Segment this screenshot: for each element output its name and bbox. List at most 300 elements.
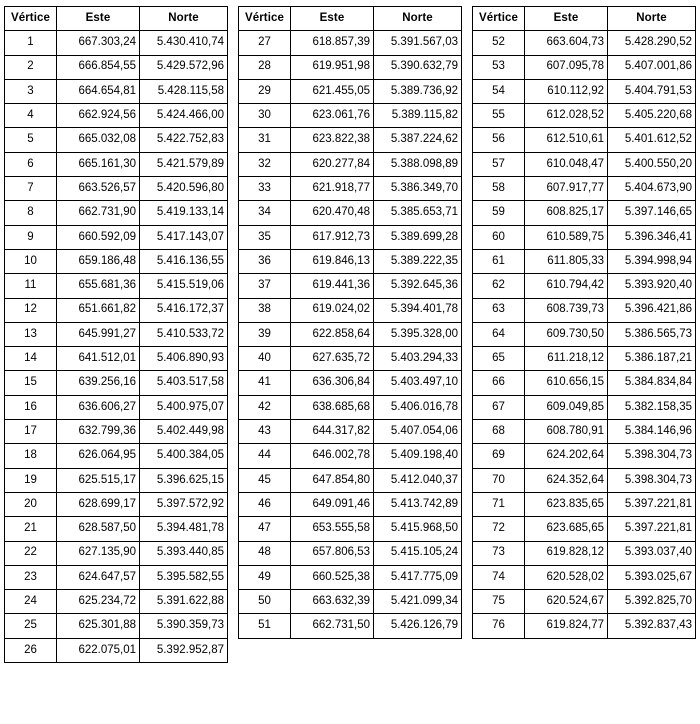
cell-este: 620.470,48 — [291, 201, 374, 225]
cell-norte: 5.403.497,10 — [374, 371, 462, 395]
cell-este: 663.604,73 — [525, 31, 608, 55]
cell-norte: 5.388.098,89 — [374, 152, 462, 176]
cell-vert: 40 — [239, 347, 291, 371]
table-row — [473, 152, 696, 176]
cell-este: 611.805,33 — [525, 249, 608, 273]
cell-este: 625.515,17 — [57, 468, 140, 492]
table-row — [5, 590, 228, 614]
table-row — [5, 444, 228, 468]
table-row — [239, 249, 462, 273]
cell-norte: 5.397.146,65 — [608, 201, 696, 225]
cell-este: 665.032,08 — [57, 128, 140, 152]
cell-vert: 9 — [5, 225, 57, 249]
cell-norte: 5.415.105,24 — [374, 541, 462, 565]
coordinate-table-3 — [472, 6, 696, 639]
cell-este: 636.606,27 — [57, 395, 140, 419]
cell-norte: 5.393.025,67 — [608, 565, 696, 589]
cell-vert: 48 — [239, 541, 291, 565]
cell-vert: 64 — [473, 322, 525, 346]
table-row — [473, 79, 696, 103]
table-row — [473, 420, 696, 444]
cell-vert: 37 — [239, 274, 291, 298]
cell-este: 644.317,82 — [291, 420, 374, 444]
cell-norte: 5.398.304,73 — [608, 468, 696, 492]
table-row — [5, 638, 228, 662]
column-header-norte: Norte — [374, 7, 462, 31]
table-row — [239, 565, 462, 589]
cell-vert: 55 — [473, 104, 525, 128]
cell-vert: 35 — [239, 225, 291, 249]
table-row — [5, 249, 228, 273]
cell-vert: 45 — [239, 468, 291, 492]
cell-vert: 47 — [239, 517, 291, 541]
cell-norte: 5.397.221,81 — [608, 492, 696, 516]
cell-este: 620.277,84 — [291, 152, 374, 176]
cell-vert: 39 — [239, 322, 291, 346]
cell-vert: 17 — [5, 420, 57, 444]
cell-este: 636.306,84 — [291, 371, 374, 395]
table-row — [5, 347, 228, 371]
cell-este: 627.635,72 — [291, 347, 374, 371]
cell-vert: 34 — [239, 201, 291, 225]
cell-vert: 7 — [5, 177, 57, 201]
cell-vert: 56 — [473, 128, 525, 152]
cell-vert: 26 — [5, 638, 57, 662]
cell-norte: 5.405.220,68 — [608, 104, 696, 128]
cell-este: 665.161,30 — [57, 152, 140, 176]
table-row — [473, 468, 696, 492]
cell-norte: 5.391.622,88 — [140, 590, 228, 614]
cell-norte: 5.393.440,85 — [140, 541, 228, 565]
cell-este: 641.512,01 — [57, 347, 140, 371]
cell-vert: 65 — [473, 347, 525, 371]
cell-vert: 60 — [473, 225, 525, 249]
cell-vert: 30 — [239, 104, 291, 128]
cell-este: 612.028,52 — [525, 104, 608, 128]
table-row — [473, 541, 696, 565]
cell-este: 657.806,53 — [291, 541, 374, 565]
table-row — [473, 322, 696, 346]
cell-vert: 8 — [5, 201, 57, 225]
cell-vert: 11 — [5, 274, 57, 298]
cell-este: 608.825,17 — [525, 201, 608, 225]
cell-este: 620.524,67 — [525, 590, 608, 614]
table-row — [239, 177, 462, 201]
cell-este: 609.730,50 — [525, 322, 608, 346]
table-body-3 — [473, 31, 696, 638]
column-header-norte: Norte — [608, 7, 696, 31]
cell-este: 663.632,39 — [291, 590, 374, 614]
cell-vert: 71 — [473, 492, 525, 516]
cell-este: 639.256,16 — [57, 371, 140, 395]
cell-vert: 12 — [5, 298, 57, 322]
cell-vert: 50 — [239, 590, 291, 614]
table-row — [473, 614, 696, 638]
coordinate-tables-container — [4, 6, 696, 663]
cell-norte: 5.392.825,70 — [608, 590, 696, 614]
cell-norte: 5.420.596,80 — [140, 177, 228, 201]
column-header-vertice: Vértice — [473, 7, 525, 31]
cell-norte: 5.393.037,40 — [608, 541, 696, 565]
cell-vert: 2 — [5, 55, 57, 79]
table-row — [473, 492, 696, 516]
table-row — [473, 347, 696, 371]
cell-norte: 5.417.143,07 — [140, 225, 228, 249]
cell-vert: 42 — [239, 395, 291, 419]
cell-norte: 5.403.517,58 — [140, 371, 228, 395]
column-header-este: Este — [291, 7, 374, 31]
table-row — [5, 371, 228, 395]
table-header-row — [473, 7, 696, 31]
cell-este: 609.049,85 — [525, 395, 608, 419]
cell-vert: 61 — [473, 249, 525, 273]
table-row — [473, 444, 696, 468]
cell-vert: 38 — [239, 298, 291, 322]
table-row — [473, 249, 696, 273]
table-row — [5, 128, 228, 152]
cell-vert: 66 — [473, 371, 525, 395]
cell-vert: 62 — [473, 274, 525, 298]
table-row — [5, 31, 228, 55]
cell-vert: 72 — [473, 517, 525, 541]
cell-norte: 5.407.054,06 — [374, 420, 462, 444]
cell-vert: 52 — [473, 31, 525, 55]
cell-este: 664.654,81 — [57, 79, 140, 103]
cell-este: 662.731,50 — [291, 614, 374, 638]
table-row — [5, 201, 228, 225]
cell-vert: 18 — [5, 444, 57, 468]
cell-norte: 5.424.466,00 — [140, 104, 228, 128]
table-row — [5, 104, 228, 128]
coordinate-table-1 — [4, 6, 228, 663]
cell-vert: 6 — [5, 152, 57, 176]
column-header-este: Este — [525, 7, 608, 31]
cell-norte: 5.426.126,79 — [374, 614, 462, 638]
cell-este: 623.061,76 — [291, 104, 374, 128]
cell-este: 625.301,88 — [57, 614, 140, 638]
cell-norte: 5.384.834,84 — [608, 371, 696, 395]
cell-norte: 5.430.410,74 — [140, 31, 228, 55]
cell-norte: 5.415.519,06 — [140, 274, 228, 298]
cell-este: 619.828,12 — [525, 541, 608, 565]
table-body-1 — [5, 31, 228, 663]
cell-norte: 5.389.222,35 — [374, 249, 462, 273]
table-row — [473, 590, 696, 614]
cell-este: 610.112,92 — [525, 79, 608, 103]
cell-norte: 5.390.359,73 — [140, 614, 228, 638]
table-row — [239, 201, 462, 225]
table-row — [239, 55, 462, 79]
table-row — [239, 225, 462, 249]
cell-norte: 5.386.349,70 — [374, 177, 462, 201]
cell-este: 660.592,09 — [57, 225, 140, 249]
column-header-vertice: Vértice — [239, 7, 291, 31]
cell-este: 626.064,95 — [57, 444, 140, 468]
cell-vert: 44 — [239, 444, 291, 468]
cell-este: 619.846,13 — [291, 249, 374, 273]
cell-norte: 5.421.579,89 — [140, 152, 228, 176]
cell-este: 607.917,77 — [525, 177, 608, 201]
cell-vert: 29 — [239, 79, 291, 103]
cell-vert: 43 — [239, 420, 291, 444]
cell-norte: 5.406.016,78 — [374, 395, 462, 419]
cell-este: 649.091,46 — [291, 492, 374, 516]
cell-este: 619.951,98 — [291, 55, 374, 79]
cell-norte: 5.395.582,55 — [140, 565, 228, 589]
cell-norte: 5.409.198,40 — [374, 444, 462, 468]
cell-este: 638.685,68 — [291, 395, 374, 419]
cell-norte: 5.403.294,33 — [374, 347, 462, 371]
table-body-2 — [239, 31, 462, 638]
cell-norte: 5.394.481,78 — [140, 517, 228, 541]
cell-norte: 5.416.172,37 — [140, 298, 228, 322]
cell-vert: 28 — [239, 55, 291, 79]
table-row — [239, 104, 462, 128]
column-header-vertice: Vértice — [5, 7, 57, 31]
cell-norte: 5.389.699,28 — [374, 225, 462, 249]
cell-norte: 5.421.099,34 — [374, 590, 462, 614]
cell-norte: 5.396.625,15 — [140, 468, 228, 492]
table-row — [5, 298, 228, 322]
table-row — [239, 492, 462, 516]
cell-este: 623.685,65 — [525, 517, 608, 541]
table-row — [5, 468, 228, 492]
cell-norte: 5.397.221,81 — [608, 517, 696, 541]
table-row — [239, 128, 462, 152]
column-header-este: Este — [57, 7, 140, 31]
cell-este: 628.587,50 — [57, 517, 140, 541]
cell-vert: 46 — [239, 492, 291, 516]
cell-vert: 23 — [5, 565, 57, 589]
table-row — [473, 371, 696, 395]
cell-este: 619.824,77 — [525, 614, 608, 638]
cell-norte: 5.390.632,79 — [374, 55, 462, 79]
cell-este: 617.912,73 — [291, 225, 374, 249]
cell-norte: 5.417.775,09 — [374, 565, 462, 589]
table-row — [5, 79, 228, 103]
table-row — [473, 177, 696, 201]
table-row — [473, 55, 696, 79]
cell-norte: 5.389.115,82 — [374, 104, 462, 128]
cell-norte: 5.392.837,43 — [608, 614, 696, 638]
table-row — [473, 201, 696, 225]
cell-este: 660.525,38 — [291, 565, 374, 589]
table-row — [5, 322, 228, 346]
table-row — [5, 517, 228, 541]
cell-norte: 5.407.001,86 — [608, 55, 696, 79]
table-row — [473, 274, 696, 298]
table-row — [239, 298, 462, 322]
cell-este: 608.780,91 — [525, 420, 608, 444]
table-row — [5, 614, 228, 638]
column-header-norte: Norte — [140, 7, 228, 31]
cell-vert: 75 — [473, 590, 525, 614]
table-row — [239, 347, 462, 371]
cell-norte: 5.394.998,94 — [608, 249, 696, 273]
cell-norte: 5.391.567,03 — [374, 31, 462, 55]
cell-vert: 67 — [473, 395, 525, 419]
cell-norte: 5.397.572,92 — [140, 492, 228, 516]
cell-vert: 41 — [239, 371, 291, 395]
table-row — [5, 395, 228, 419]
cell-vert: 73 — [473, 541, 525, 565]
cell-vert: 74 — [473, 565, 525, 589]
cell-norte: 5.386.187,21 — [608, 347, 696, 371]
cell-norte: 5.419.133,14 — [140, 201, 228, 225]
table-row — [5, 565, 228, 589]
cell-vert: 13 — [5, 322, 57, 346]
cell-este: 621.455,05 — [291, 79, 374, 103]
cell-este: 625.234,72 — [57, 590, 140, 614]
cell-este: 627.135,90 — [57, 541, 140, 565]
table-row — [5, 55, 228, 79]
cell-este: 610.048,47 — [525, 152, 608, 176]
cell-norte: 5.400.550,20 — [608, 152, 696, 176]
cell-este: 611.218,12 — [525, 347, 608, 371]
cell-este: 618.857,39 — [291, 31, 374, 55]
cell-este: 659.186,48 — [57, 249, 140, 273]
cell-este: 655.681,36 — [57, 274, 140, 298]
table-row — [239, 395, 462, 419]
cell-vert: 53 — [473, 55, 525, 79]
cell-norte: 5.386.565,73 — [608, 322, 696, 346]
cell-norte: 5.392.952,87 — [140, 638, 228, 662]
table-row — [473, 565, 696, 589]
cell-este: 662.731,90 — [57, 201, 140, 225]
cell-este: 623.835,65 — [525, 492, 608, 516]
table-row — [239, 541, 462, 565]
cell-norte: 5.406.890,93 — [140, 347, 228, 371]
cell-vert: 33 — [239, 177, 291, 201]
cell-este: 619.441,36 — [291, 274, 374, 298]
cell-vert: 1 — [5, 31, 57, 55]
table-row — [239, 322, 462, 346]
cell-vert: 4 — [5, 104, 57, 128]
table-row — [239, 614, 462, 638]
cell-vert: 76 — [473, 614, 525, 638]
cell-norte: 5.394.401,78 — [374, 298, 462, 322]
cell-norte: 5.428.115,58 — [140, 79, 228, 103]
coordinate-table-2 — [238, 6, 462, 639]
cell-norte: 5.410.533,72 — [140, 322, 228, 346]
table-row — [239, 31, 462, 55]
cell-norte: 5.389.736,92 — [374, 79, 462, 103]
table-row — [5, 274, 228, 298]
table-row — [473, 31, 696, 55]
table-row — [473, 395, 696, 419]
cell-este: 620.528,02 — [525, 565, 608, 589]
cell-norte: 5.392.645,36 — [374, 274, 462, 298]
cell-este: 624.202,64 — [525, 444, 608, 468]
cell-este: 607.095,78 — [525, 55, 608, 79]
table-row — [5, 177, 228, 201]
cell-vert: 54 — [473, 79, 525, 103]
table-row — [239, 468, 462, 492]
cell-vert: 51 — [239, 614, 291, 638]
cell-este: 663.526,57 — [57, 177, 140, 201]
cell-este: 666.854,55 — [57, 55, 140, 79]
cell-norte: 5.393.920,40 — [608, 274, 696, 298]
cell-este: 610.656,15 — [525, 371, 608, 395]
cell-vert: 69 — [473, 444, 525, 468]
cell-norte: 5.429.572,96 — [140, 55, 228, 79]
cell-este: 645.991,27 — [57, 322, 140, 346]
cell-vert: 32 — [239, 152, 291, 176]
cell-este: 619.024,02 — [291, 298, 374, 322]
cell-norte: 5.385.653,71 — [374, 201, 462, 225]
cell-norte: 5.387.224,62 — [374, 128, 462, 152]
cell-vert: 15 — [5, 371, 57, 395]
cell-norte: 5.396.421,86 — [608, 298, 696, 322]
cell-vert: 3 — [5, 79, 57, 103]
cell-norte: 5.398.304,73 — [608, 444, 696, 468]
cell-este: 662.924,56 — [57, 104, 140, 128]
cell-vert: 63 — [473, 298, 525, 322]
table-row — [239, 79, 462, 103]
cell-este: 624.647,57 — [57, 565, 140, 589]
cell-vert: 49 — [239, 565, 291, 589]
cell-este: 646.002,78 — [291, 444, 374, 468]
cell-vert: 68 — [473, 420, 525, 444]
cell-norte: 5.404.673,90 — [608, 177, 696, 201]
cell-vert: 70 — [473, 468, 525, 492]
cell-este: 653.555,58 — [291, 517, 374, 541]
cell-este: 667.303,24 — [57, 31, 140, 55]
table-row — [5, 225, 228, 249]
cell-norte: 5.416.136,55 — [140, 249, 228, 273]
cell-vert: 19 — [5, 468, 57, 492]
cell-este: 622.858,64 — [291, 322, 374, 346]
cell-vert: 36 — [239, 249, 291, 273]
cell-este: 651.661,82 — [57, 298, 140, 322]
cell-norte: 5.412.040,37 — [374, 468, 462, 492]
cell-vert: 31 — [239, 128, 291, 152]
cell-vert: 57 — [473, 152, 525, 176]
cell-este: 647.854,80 — [291, 468, 374, 492]
table-row — [473, 225, 696, 249]
table-row — [473, 517, 696, 541]
cell-vert: 58 — [473, 177, 525, 201]
cell-vert: 20 — [5, 492, 57, 516]
cell-vert: 27 — [239, 31, 291, 55]
cell-este: 628.699,17 — [57, 492, 140, 516]
cell-norte: 5.402.449,98 — [140, 420, 228, 444]
table-row — [239, 152, 462, 176]
cell-norte: 5.382.158,35 — [608, 395, 696, 419]
cell-este: 623.822,38 — [291, 128, 374, 152]
cell-este: 610.589,75 — [525, 225, 608, 249]
cell-este: 610.794,42 — [525, 274, 608, 298]
table-row — [239, 420, 462, 444]
cell-este: 621.918,77 — [291, 177, 374, 201]
cell-vert: 22 — [5, 541, 57, 565]
table-row — [239, 371, 462, 395]
table-header-row — [5, 7, 228, 31]
table-row — [5, 492, 228, 516]
cell-norte: 5.400.384,05 — [140, 444, 228, 468]
cell-vert: 24 — [5, 590, 57, 614]
cell-este: 624.352,64 — [525, 468, 608, 492]
cell-norte: 5.384.146,96 — [608, 420, 696, 444]
cell-vert: 21 — [5, 517, 57, 541]
cell-norte: 5.422.752,83 — [140, 128, 228, 152]
table-row — [5, 152, 228, 176]
table-row — [473, 298, 696, 322]
cell-este: 632.799,36 — [57, 420, 140, 444]
table-header-row — [239, 7, 462, 31]
table-row — [239, 590, 462, 614]
cell-vert: 14 — [5, 347, 57, 371]
